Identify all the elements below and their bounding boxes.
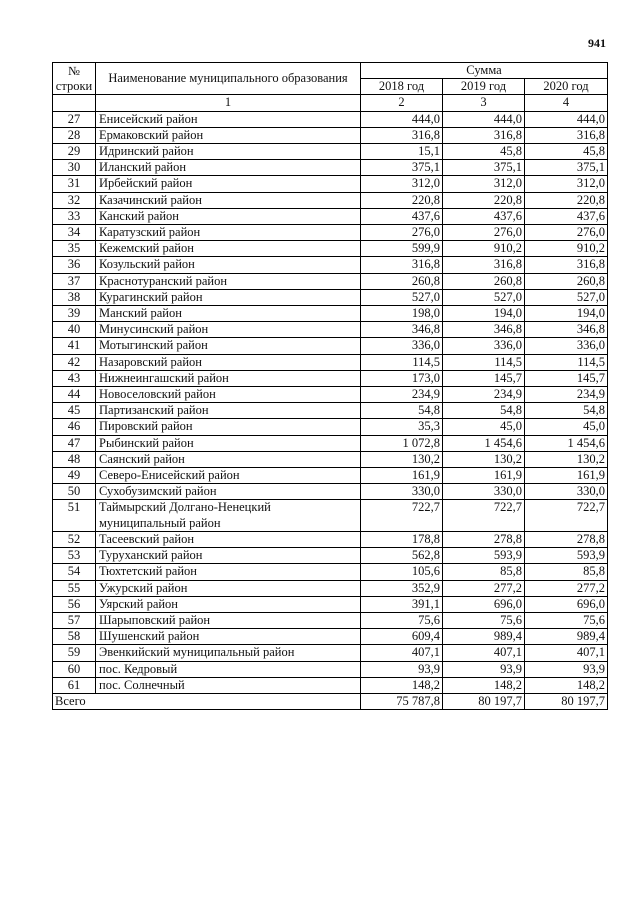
table-row	[53, 241, 608, 257]
value-2020-cell: 75,6	[525, 612, 608, 628]
municipality-name-cell: Тасеевский район	[96, 531, 361, 547]
value-2018-cell: 75,6	[361, 612, 443, 628]
table-row	[53, 564, 608, 580]
header-municipality-name: Наименование муниципального образования	[96, 63, 361, 95]
value-2019-cell: 278,8	[443, 531, 525, 547]
row-number-cell: 49	[53, 468, 96, 484]
municipality-name-cell: Пировский район	[96, 419, 361, 435]
value-2019-cell: 161,9	[443, 468, 525, 484]
table-row	[53, 225, 608, 241]
value-2018-cell: 722,7	[361, 500, 443, 531]
value-2020-cell: 722,7	[525, 500, 608, 531]
value-2018-cell: 220,8	[361, 192, 443, 208]
municipality-name-cell: Каратузский район	[96, 225, 361, 241]
value-2019-cell: 194,0	[443, 306, 525, 322]
row-number-cell: 54	[53, 564, 96, 580]
value-2019-cell: 910,2	[443, 241, 525, 257]
value-2020-cell: 444,0	[525, 111, 608, 127]
municipality-name-cell: Новоселовский район	[96, 387, 361, 403]
value-2020-cell: 375,1	[525, 160, 608, 176]
row-number-cell: 58	[53, 629, 96, 645]
municipality-name-cell: Казачинский район	[96, 192, 361, 208]
municipality-name-cell: Таймырский Долгано-Ненецкий муниципальный район	[96, 500, 361, 531]
value-2018-cell: 391,1	[361, 596, 443, 612]
municipality-name-cell: Шарыповский район	[96, 612, 361, 628]
municipality-name-cell: Северо-Енисейский район	[96, 468, 361, 484]
value-2019-cell: 277,2	[443, 580, 525, 596]
value-2018-cell: 1 072,8	[361, 435, 443, 451]
row-number-cell: 42	[53, 354, 96, 370]
row-number-cell: 29	[53, 144, 96, 160]
table-row	[53, 208, 608, 224]
value-2019-cell: 1 454,6	[443, 435, 525, 451]
value-2020-cell: 220,8	[525, 192, 608, 208]
row-number-cell: 51	[53, 500, 96, 531]
municipality-name-cell: Сухобузимский район	[96, 484, 361, 500]
value-2019-cell: 444,0	[443, 111, 525, 127]
total-2020: 80 197,7	[525, 693, 608, 709]
table-row	[53, 322, 608, 338]
value-2018-cell: 609,4	[361, 629, 443, 645]
row-number-cell: 50	[53, 484, 96, 500]
index-cell-blank	[53, 95, 96, 111]
row-number-cell: 38	[53, 289, 96, 305]
table-row	[53, 419, 608, 435]
budget-table	[52, 62, 608, 710]
value-2019-cell: 330,0	[443, 484, 525, 500]
municipality-name-cell: Минусинский район	[96, 322, 361, 338]
table-row	[53, 612, 608, 628]
value-2018-cell: 346,8	[361, 322, 443, 338]
row-number-cell: 32	[53, 192, 96, 208]
header-year-2020: 2020 год	[525, 79, 608, 95]
value-2018-cell: 336,0	[361, 338, 443, 354]
table-row	[53, 580, 608, 596]
value-2019-cell: 346,8	[443, 322, 525, 338]
municipality-name-cell: Шушенский район	[96, 629, 361, 645]
value-2018-cell: 330,0	[361, 484, 443, 500]
value-2018-cell: 173,0	[361, 370, 443, 386]
row-number-cell: 35	[53, 241, 96, 257]
municipality-name-cell: Ужурский район	[96, 580, 361, 596]
value-2020-cell: 989,4	[525, 629, 608, 645]
value-2019-cell: 148,2	[443, 677, 525, 693]
value-2018-cell: 130,2	[361, 451, 443, 467]
value-2018-cell: 15,1	[361, 144, 443, 160]
value-2020-cell: 54,8	[525, 403, 608, 419]
value-2018-cell: 444,0	[361, 111, 443, 127]
municipality-name-cell: Краснотуранский район	[96, 273, 361, 289]
row-number-cell: 43	[53, 370, 96, 386]
value-2019-cell: 45,8	[443, 144, 525, 160]
value-2019-cell: 54,8	[443, 403, 525, 419]
municipality-name-cell: пос. Солнечный	[96, 677, 361, 693]
table-row	[53, 192, 608, 208]
value-2020-cell: 330,0	[525, 484, 608, 500]
row-number-cell: 39	[53, 306, 96, 322]
row-number-cell: 40	[53, 322, 96, 338]
total-row	[53, 693, 608, 709]
value-2020-cell: 593,9	[525, 548, 608, 564]
value-2020-cell: 312,0	[525, 176, 608, 192]
value-2020-cell: 278,8	[525, 531, 608, 547]
value-2019-cell: 312,0	[443, 176, 525, 192]
value-2019-cell: 722,7	[443, 500, 525, 531]
value-2020-cell: 277,2	[525, 580, 608, 596]
value-2019-cell: 316,8	[443, 127, 525, 143]
table-body	[53, 111, 608, 693]
municipality-name-cell: Туруханский район	[96, 548, 361, 564]
table-row	[53, 500, 608, 531]
value-2020-cell: 85,8	[525, 564, 608, 580]
value-2020-cell: 148,2	[525, 677, 608, 693]
table-row	[53, 435, 608, 451]
value-2019-cell: 145,7	[443, 370, 525, 386]
row-number-cell: 48	[53, 451, 96, 467]
row-number-cell: 60	[53, 661, 96, 677]
value-2020-cell: 145,7	[525, 370, 608, 386]
value-2019-cell: 93,9	[443, 661, 525, 677]
value-2020-cell: 45,8	[525, 144, 608, 160]
municipality-name-cell: Эвенкийский муниципальный район	[96, 645, 361, 661]
value-2018-cell: 599,9	[361, 241, 443, 257]
value-2018-cell: 234,9	[361, 387, 443, 403]
municipality-name-cell: Курагинский район	[96, 289, 361, 305]
value-2018-cell: 161,9	[361, 468, 443, 484]
value-2020-cell: 93,9	[525, 661, 608, 677]
municipality-name-cell: Мотыгинский район	[96, 338, 361, 354]
row-number-cell: 45	[53, 403, 96, 419]
value-2020-cell: 316,8	[525, 127, 608, 143]
table-row	[53, 354, 608, 370]
row-number-cell: 61	[53, 677, 96, 693]
value-2018-cell: 276,0	[361, 225, 443, 241]
value-2019-cell: 407,1	[443, 645, 525, 661]
table-row	[53, 289, 608, 305]
value-2018-cell: 148,2	[361, 677, 443, 693]
table-row	[53, 144, 608, 160]
table-row	[53, 387, 608, 403]
table-row	[53, 629, 608, 645]
value-2018-cell: 54,8	[361, 403, 443, 419]
value-2018-cell: 35,3	[361, 419, 443, 435]
row-number-cell: 46	[53, 419, 96, 435]
row-number-cell: 30	[53, 160, 96, 176]
table-row	[53, 596, 608, 612]
value-2020-cell: 316,8	[525, 257, 608, 273]
header-sum: Сумма	[361, 63, 608, 79]
header-row-number: № строки	[53, 63, 96, 95]
row-number-cell: 57	[53, 612, 96, 628]
table-row	[53, 484, 608, 500]
table-row	[53, 468, 608, 484]
page-number: 941	[588, 36, 606, 50]
value-2019-cell: 234,9	[443, 387, 525, 403]
row-number-cell: 36	[53, 257, 96, 273]
municipality-name-cell: Иланский район	[96, 160, 361, 176]
municipality-name-cell: Нижнеингашский район	[96, 370, 361, 386]
value-2019-cell: 220,8	[443, 192, 525, 208]
value-2020-cell: 114,5	[525, 354, 608, 370]
row-number-cell: 59	[53, 645, 96, 661]
row-number-cell: 53	[53, 548, 96, 564]
table-row	[53, 451, 608, 467]
value-2020-cell: 910,2	[525, 241, 608, 257]
municipality-name-cell: Тюхтетский район	[96, 564, 361, 580]
value-2019-cell: 114,5	[443, 354, 525, 370]
value-2020-cell: 130,2	[525, 451, 608, 467]
value-2018-cell: 260,8	[361, 273, 443, 289]
value-2019-cell: 316,8	[443, 257, 525, 273]
table-row	[53, 111, 608, 127]
value-2018-cell: 316,8	[361, 127, 443, 143]
municipality-name-cell: Рыбинский район	[96, 435, 361, 451]
value-2019-cell: 276,0	[443, 225, 525, 241]
header-year-2018: 2018 год	[361, 79, 443, 95]
value-2020-cell: 336,0	[525, 338, 608, 354]
table-row	[53, 176, 608, 192]
table-row	[53, 127, 608, 143]
table-row	[53, 645, 608, 661]
municipality-name-cell: Кежемский район	[96, 241, 361, 257]
municipality-name-cell: Канский район	[96, 208, 361, 224]
municipality-name-cell: пос. Кедровый	[96, 661, 361, 677]
municipality-name-cell: Енисейский район	[96, 111, 361, 127]
value-2018-cell: 93,9	[361, 661, 443, 677]
value-2018-cell: 114,5	[361, 354, 443, 370]
value-2019-cell: 696,0	[443, 596, 525, 612]
value-2019-cell: 130,2	[443, 451, 525, 467]
municipality-name-cell: Козульский район	[96, 257, 361, 273]
value-2018-cell: 352,9	[361, 580, 443, 596]
value-2018-cell: 437,6	[361, 208, 443, 224]
value-2018-cell: 562,8	[361, 548, 443, 564]
row-number-cell: 44	[53, 387, 96, 403]
value-2019-cell: 989,4	[443, 629, 525, 645]
value-2020-cell: 407,1	[525, 645, 608, 661]
value-2020-cell: 696,0	[525, 596, 608, 612]
value-2018-cell: 316,8	[361, 257, 443, 273]
total-label: Всего	[53, 693, 361, 709]
table-row	[53, 160, 608, 176]
row-number-cell: 34	[53, 225, 96, 241]
value-2018-cell: 105,6	[361, 564, 443, 580]
row-number-cell: 56	[53, 596, 96, 612]
table-row	[53, 257, 608, 273]
table-row	[53, 306, 608, 322]
index-cell-1: 1	[96, 95, 361, 111]
row-number-cell: 28	[53, 127, 96, 143]
value-2019-cell: 593,9	[443, 548, 525, 564]
row-number-cell: 55	[53, 580, 96, 596]
row-number-cell: 31	[53, 176, 96, 192]
value-2020-cell: 161,9	[525, 468, 608, 484]
municipality-name-cell: Саянский район	[96, 451, 361, 467]
value-2018-cell: 198,0	[361, 306, 443, 322]
value-2020-cell: 437,6	[525, 208, 608, 224]
value-2019-cell: 527,0	[443, 289, 525, 305]
municipality-name-cell: Ирбейский район	[96, 176, 361, 192]
value-2019-cell: 45,0	[443, 419, 525, 435]
table-row	[53, 531, 608, 547]
total-2018: 75 787,8	[361, 693, 443, 709]
row-number-cell: 33	[53, 208, 96, 224]
value-2019-cell: 437,6	[443, 208, 525, 224]
value-2018-cell: 178,8	[361, 531, 443, 547]
municipality-name-cell: Назаровский район	[96, 354, 361, 370]
value-2019-cell: 375,1	[443, 160, 525, 176]
value-2020-cell: 276,0	[525, 225, 608, 241]
row-number-cell: 47	[53, 435, 96, 451]
table-row	[53, 548, 608, 564]
value-2019-cell: 260,8	[443, 273, 525, 289]
value-2020-cell: 346,8	[525, 322, 608, 338]
table-row	[53, 677, 608, 693]
index-cell-4: 4	[525, 95, 608, 111]
municipality-name-cell: Манский район	[96, 306, 361, 322]
value-2020-cell: 1 454,6	[525, 435, 608, 451]
index-cell-3: 3	[443, 95, 525, 111]
value-2018-cell: 407,1	[361, 645, 443, 661]
municipality-name-cell: Ермаковский район	[96, 127, 361, 143]
total-2019: 80 197,7	[443, 693, 525, 709]
table-row	[53, 338, 608, 354]
row-number-cell: 41	[53, 338, 96, 354]
table-row	[53, 403, 608, 419]
value-2020-cell: 527,0	[525, 289, 608, 305]
value-2019-cell: 85,8	[443, 564, 525, 580]
municipality-name-cell: Партизанский район	[96, 403, 361, 419]
value-2019-cell: 75,6	[443, 612, 525, 628]
value-2020-cell: 45,0	[525, 419, 608, 435]
row-number-cell: 37	[53, 273, 96, 289]
value-2020-cell: 260,8	[525, 273, 608, 289]
table-row	[53, 370, 608, 386]
municipality-name-cell: Идринский район	[96, 144, 361, 160]
value-2020-cell: 234,9	[525, 387, 608, 403]
row-number-cell: 52	[53, 531, 96, 547]
index-cell-2: 2	[361, 95, 443, 111]
header-year-2019: 2019 год	[443, 79, 525, 95]
value-2018-cell: 312,0	[361, 176, 443, 192]
table-row	[53, 661, 608, 677]
value-2019-cell: 336,0	[443, 338, 525, 354]
table-row	[53, 273, 608, 289]
municipality-name-cell: Уярский район	[96, 596, 361, 612]
row-number-cell: 27	[53, 111, 96, 127]
value-2020-cell: 194,0	[525, 306, 608, 322]
value-2018-cell: 375,1	[361, 160, 443, 176]
value-2018-cell: 527,0	[361, 289, 443, 305]
